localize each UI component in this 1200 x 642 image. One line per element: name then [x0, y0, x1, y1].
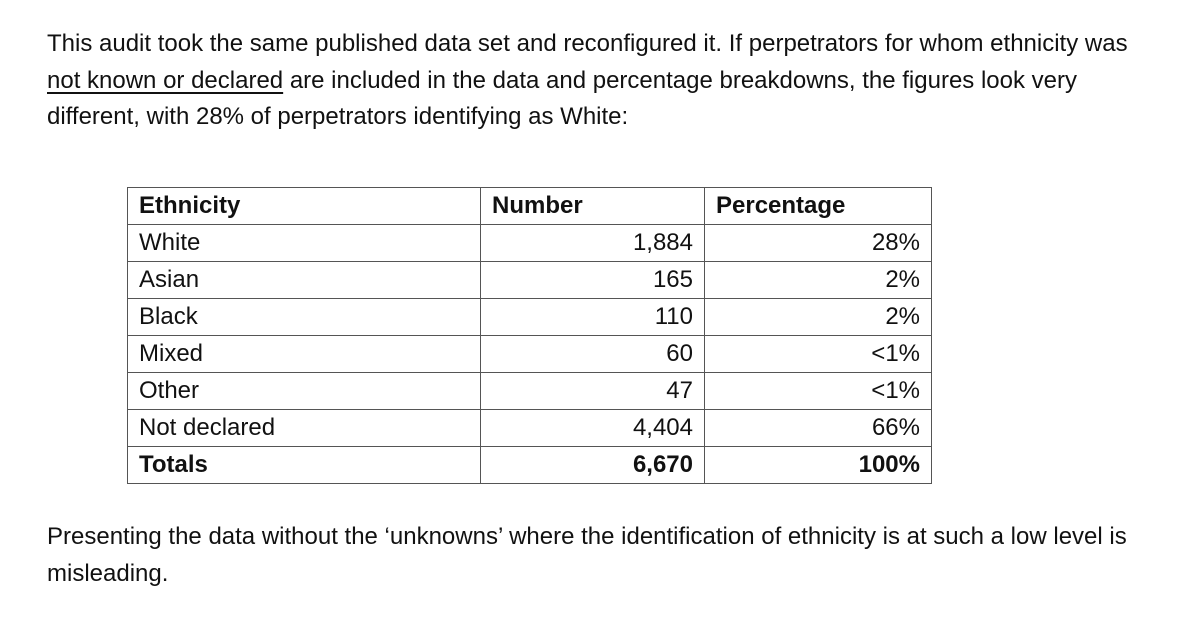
cell-number: 1,884 — [481, 225, 705, 262]
header-percentage: Percentage — [705, 188, 932, 225]
cell-ethnicity: Other — [128, 373, 481, 410]
cell-ethnicity: Asian — [128, 262, 481, 299]
cell-number: 4,404 — [481, 410, 705, 447]
ethnicity-table — [127, 187, 932, 484]
intro-text-part1: This audit took the same published data set and reconfigured it. If perpetrators for whom ethnicity was — [47, 30, 1128, 57]
totals-percentage: 100% — [705, 447, 932, 484]
cell-number: 110 — [481, 299, 705, 336]
totals-label: Totals — [128, 447, 481, 484]
cell-percentage: 28% — [705, 225, 932, 262]
cell-number: 165 — [481, 262, 705, 299]
table-row — [128, 373, 932, 410]
table-row — [128, 262, 932, 299]
closing-paragraph: Presenting the data without the ‘unknowns’ where the identification of ethnicity is at such a low level is misleading. — [47, 523, 1127, 587]
totals-row — [128, 447, 932, 484]
intro-paragraph — [47, 26, 1167, 136]
cell-number: 60 — [481, 336, 705, 373]
table-row — [128, 299, 932, 336]
table-row — [128, 336, 932, 373]
cropped-previous-line — [0, 0, 1200, 8]
table-row — [128, 225, 932, 262]
cell-percentage: <1% — [705, 336, 932, 373]
cell-percentage: 2% — [705, 262, 932, 299]
underlined-phrase: not known or declared — [47, 66, 284, 94]
table-row — [128, 410, 932, 447]
cell-number: 47 — [481, 373, 705, 410]
cell-ethnicity: Mixed — [128, 336, 481, 373]
cell-percentage: 2% — [705, 299, 932, 336]
cell-ethnicity: Not declared — [128, 410, 481, 447]
header-number: Number — [481, 188, 705, 225]
table-header-row — [128, 188, 932, 225]
cell-ethnicity: Black — [128, 299, 481, 336]
cell-ethnicity: White — [128, 225, 481, 262]
cell-percentage: 66% — [705, 410, 932, 447]
header-ethnicity: Ethnicity — [128, 188, 481, 225]
intro-text-part2: are included in the data and percentage breakdowns, the figures look very different, with 28% of perpetrators identifying as White: — [47, 66, 1077, 131]
cell-percentage: <1% — [705, 373, 932, 410]
totals-number: 6,670 — [481, 447, 705, 484]
